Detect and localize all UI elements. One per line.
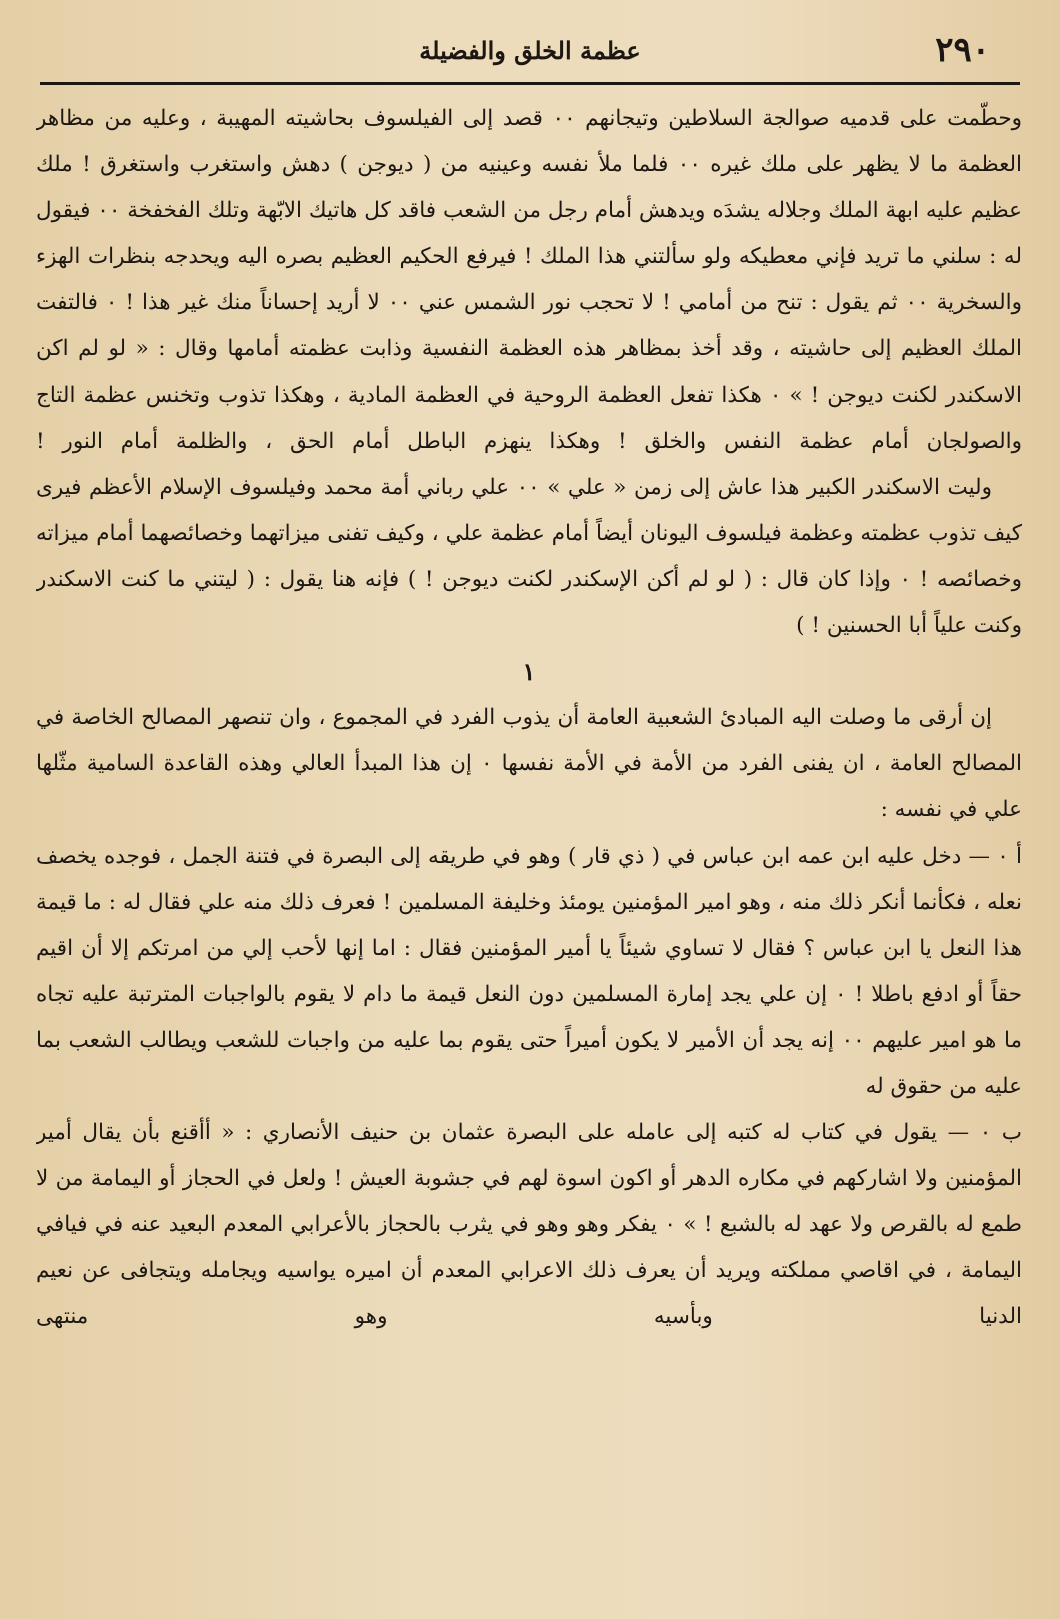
paragraph-4: أ ٠ — دخل عليه ابن عمه ابن عباس في ( ذي قار ) وهو في طريقه إلى البصرة في فتنة الجمل ، فوجده يخصف نعله ، فكأنما أنكر ذلك منه ، وهو امير المؤمنين يومئذ وخليفة المسلمين ! فعرف ذلك منه علي فقال له : ما قيمة هذا النعل يا ابن عباس ؟ فقال لا تساوي شيئاً يا أمير المؤمنين فقال : اما إنها لأحب إلي من امرتكم إلا أن اقيم حقاً أو ادفع باطلا ! ٠ إن علي يجد إمارة المسلمين دون النعل قيمة ما دام لا يقوم بالواجبات المترتبة عليه تجاه ما هو امير عليهم ٠٠ إنه يجد أن الأمير لا يكون أميراً حتى يقوم بما عليه من واجبات للشعب ويطالب الشعب بما عليه من حقوق له [36,843,1022,1099]
header-rule [40,82,1020,85]
page-header [40,30,1020,70]
paragraph-2: وليت الاسكندر الكبير هذا عاش إلى زمن « علي » ٠٠ علي رباني أمة محمد وفيلسوف الإسلام الأعظم فيرى كيف تذوب عظمته وعظمة فيلسوف اليونان أيضاً أمام عظمة علي ، وكيف تفنى ميزاتهما وخصائصهما أمام ميزاته وخصائصه ! ٠ وإذا كان قال : ( لو لم أكن الإسكندر لكنت ديوجن ! ) فإنه هنا يقول : ( ليتني ما كنت الاسكندر وكنت علياً أبا الحسنين ! ) [36,474,1022,639]
paragraph-5: ب ٠ — يقول في كتاب له كتبه إلى عامله على البصرة عثمان بن حنيف الأنصاري : « أأقنع بأن يقال أمير المؤمنين ولا اشاركهم في مكاره الدهر أو اكون اسوة لهم في جشوبة العيش ! ولعل في الحجاز أو اليمامة من لا طمع له بالقرص ولا عهد له بالشبع ! » ٠ يفكر وهو وهو في يثرب بالحجاز بالأعرابي المعدم البعيد عنه في فيافي اليمامة ، في اقاصي مملكته ويريد أن يعرف ذلك الاعرابي المعدم أن اميره يواسيه ويجامله ويتجافى عن نعيم الدنيا وبأسيه وهو منتهى [36,1120,1022,1330]
page-number: ٢٩٠ [935,30,990,70]
paragraph-1: وحطّمت على قدميه صوالجة السلاطين وتيجانهم ٠٠ قصد إلى الفيلسوف بحاشيته المهيبة ، وعليه من مظاهر العظمة ما لا يظهر على ملك غيره ٠٠ فلما ملأ نفسه وعينيه من ( ديوجن ) دهش واستغرب واستغرق ! ملك عظيم عليه ابهة الملك وجلاله يشدَه ويدهش أمام رجل من الشعب فاقد كل هاتيك الابّهة وتلك الفخفخة ٠٠ فيقول له : سلني ما تريد فإني معطيكه ولو سألتني هذا الملك ! فيرفع الحكيم العظيم بصره اليه ويحدجه بنظرات الهزء والسخرية ٠٠ ثم يقول : تنح من أمامي ! لا تحجب نور الشمس عني ٠٠ لا أريد إحساناً منك غير هذا ! ٠ فالتفت الملك العظيم إلى حاشيته ، وقد أخذ بمظاهر هذه العظمة النفسية وذابت عظمته أمامها وقال : « لو لم اكن الاسكندر لكنت ديوجن ! » ٠ هكذا تفعل العظمة الروحية في العظمة المادية ، وهكذا تذوب وتخنس عظمة التاج والصولجان أمام عظمة النفس والخلق ! وهكذا ينهزم الباطل أمام الحق ، والظلمة أمام النور ! [36,106,1022,454]
section-number: ١ [522,657,536,687]
paragraph-3: إن أرقى ما وصلت اليه المبادئ الشعبية العامة أن يذوب الفرد في المجموع ، وان تنصهر المصالح الخاصة في المصالح العامة ، ان يفنى الفرد من الأمة في الأمة نفسها ٠ إن هذا المبدأ العالي وهذه القاعدة السامية مثّلها علي في نفسه : [36,705,1022,823]
page-body [36,96,1022,1611]
running-title: عظمة الخلق والفضيلة [419,36,641,65]
